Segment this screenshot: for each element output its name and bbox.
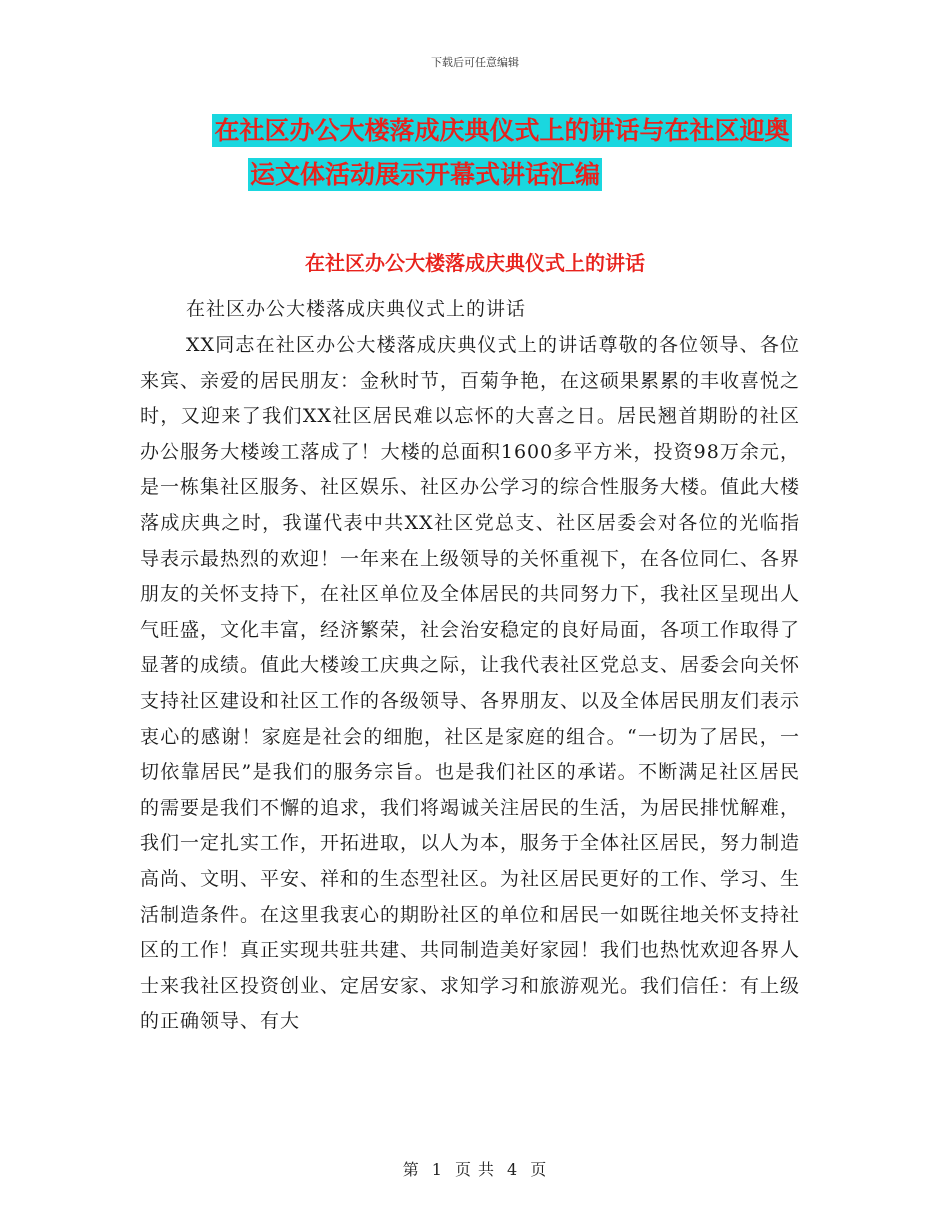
page-footer: [0, 1157, 950, 1180]
section-title: 在社区办公大楼落成庆典仪式上的讲话: [305, 251, 645, 275]
speech-sub-heading: 在社区办公大楼落成庆典仪式上的讲话: [186, 298, 527, 320]
document-title-line-2: [0, 155, 900, 195]
document-title-line-1: [27, 111, 950, 151]
page-label-prefix: 第: [402, 1160, 420, 1179]
page-label-suffix: 页: [530, 1160, 548, 1179]
document-title-line-2-text: 运文体活动展示开幕式讲话汇编: [249, 160, 600, 189]
total-pages-number: 4: [507, 1160, 519, 1179]
current-page-number: 1: [431, 1160, 443, 1179]
page-header-note: 下载后可任意编辑: [431, 56, 519, 69]
page-label-middle: 页 共: [454, 1160, 496, 1179]
speech-body-paragraph: XX同志在社区办公大楼落成庆典仪式上的讲话尊敬的各位领导、各位来宾、亲爱的居民朋友：金秋时节，百菊争艳，在这硕果累累的丰收喜悦之时，又迎来了我们XX社区居民难以忘怀的大喜之日。居民翘首期盼的社区办公服务大楼竣工落成了！大楼的总面积1600多平方米，投资98万余元，是一栋集社区服务、社区娱乐、社区办公学习的综合性服务大楼。值此大楼落成庆典之时，我谨代表中共XX社区党总支、社区居委会对各位的光临指导表示最热烈的欢迎！一年来在上级领导的关怀重视下，在各位同仁、各界朋友的关怀支持下，在社区单位及全体居民的共同努力下，我社区呈现出人气旺盛，文化丰富，经济繁荣，社会治安稳定的良好局面，各项工作取得了显著的成绩。值此大楼竣工庆典之际，让我代表社区党总支、居委会向关怀支持社区建设和社区工作的各级领导、各界朋友、以及全体居民朋友们表示衷心的感谢！家庭是社会的细胞，社区是家庭的组合。“一切为了居民，一切依靠居民”是我们的服务宗旨。也是我们社区的承诺。不断满足社区居民的需要是我们不懈的追求，我们将竭诚关注居民的生活，为居民排忧解难，我们一定扎实工作，开拓进取，以人为本，服务于全体社区居民，努力制造高尚、文明、平安、祥和的生态型社区。为社区居民更好的工作、学习、生活制造条件。在这里我衷心的期盼社区的单位和居民一如既往地关怀支持社区的工作！真正实现共驻共建、共同制造美好家园！我们也热忱欢迎各界人士来我社区投资创业、定居安家、求知学习和旅游观光。我们信任：有上级的正确领导、有大: [140, 334, 800, 1033]
document-title-line-1-text: 在社区办公大楼落成庆典仪式上的讲话与在社区迎奥: [214, 116, 790, 145]
